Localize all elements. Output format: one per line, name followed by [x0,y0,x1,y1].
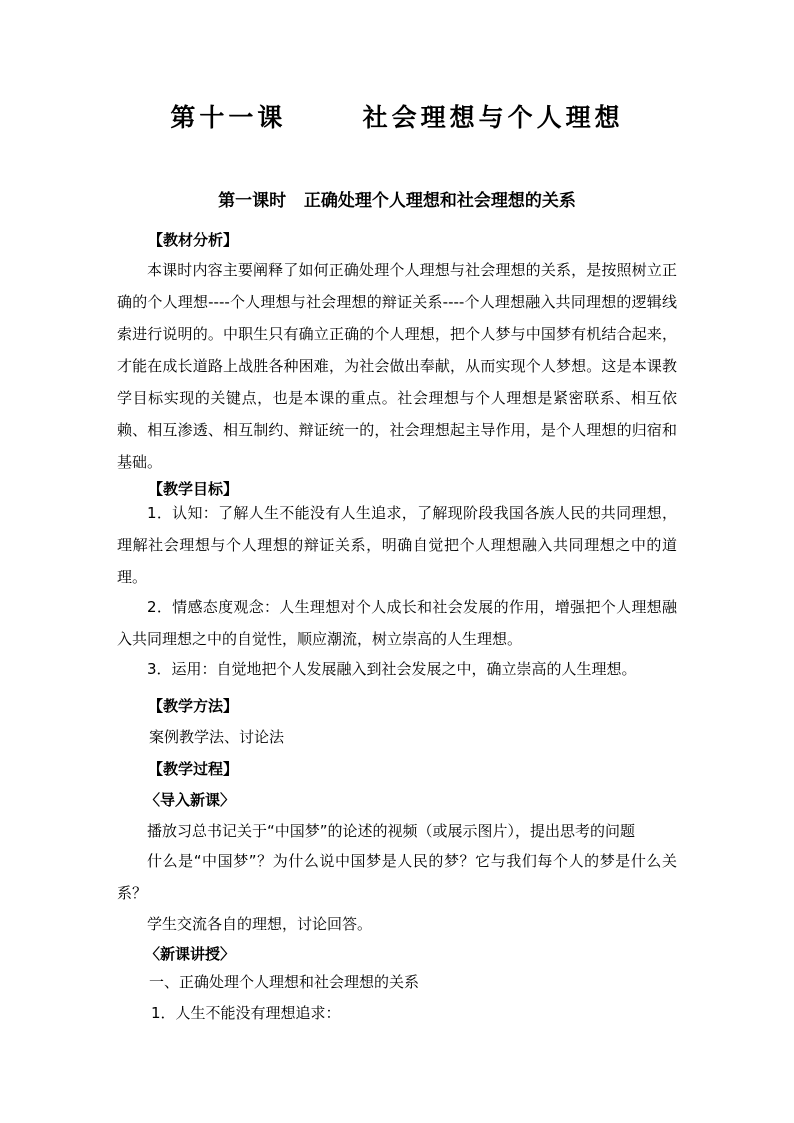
intro-line-3: 学生交流各自的理想，讨论回答。 [147,915,373,933]
analysis-body: 本课时内容主要阐释了如何正确处理个人理想与社会理想的关系，是按照树立正确的个人理想----个人理想与社会理想的辩证关系----个人理想融入共同理想的逻辑线索进行说明的。中职生只有确立正确的个人理想，把个人梦与中国梦有机结合起来，才能在成长道路上战胜各种困难，为社会做出奉献，从而实现个人梦想。这是本课教学目标实现的关键点，也是本课的重点。社会理想与个人理想是紧密联系、相互依赖、相互渗透、相互制约、辩证统一的，社会理想起主导作用，是个人理想的归宿和基础。 [117,261,677,471]
process-heading: 【教学过程】 [148,760,239,778]
methods-body: 案例教学法、讨论法 [149,728,285,746]
methods-heading: 【教学方法】 [148,697,239,715]
new-lesson-heading: 〈新课讲授〉 [145,945,236,963]
point-1: 一、正确处理个人理想和社会理想的关系 [149,973,420,991]
intro-line-1: 播放习总书记关于“中国梦”的论述的视频（或展示图片），提出思考的问题 [147,822,636,840]
point-1-1: 1．人生不能没有理想追求： [151,1004,341,1022]
goal-item-2: 2．情感态度观念：人生理想对个人成长和社会发展的作用，增强把个人理想融入共同理想之中的自觉性，顺应潮流，树立崇高的人生理想。 [117,598,677,648]
goals-heading: 【教学目标】 [148,480,239,498]
analysis-heading: 【教材分析】 [148,231,239,249]
goal-item-3: 3．运用：自觉地把个人发展融入到社会发展之中，确立崇高的人生理想。 [147,660,637,678]
goal-item-1: 1．认知：了解人生不能没有人生追求，了解现阶段我国各族人民的共同理想，理解社会理想与个人理想的辩证关系，明确自觉把个人理想融入共同理想之中的道理。 [117,504,677,586]
intro-line-2: 什么是“中国梦”？为什么说中国梦是人民的梦？它与我们每个人的梦是什么关系？ [117,852,677,902]
lesson-subtitle: 第一课时 正确处理个人理想和社会理想的关系 [218,191,576,211]
intro-heading: 〈导入新课〉 [145,791,236,809]
lesson-title: 第十一课 社会理想与个人理想 [170,103,624,132]
